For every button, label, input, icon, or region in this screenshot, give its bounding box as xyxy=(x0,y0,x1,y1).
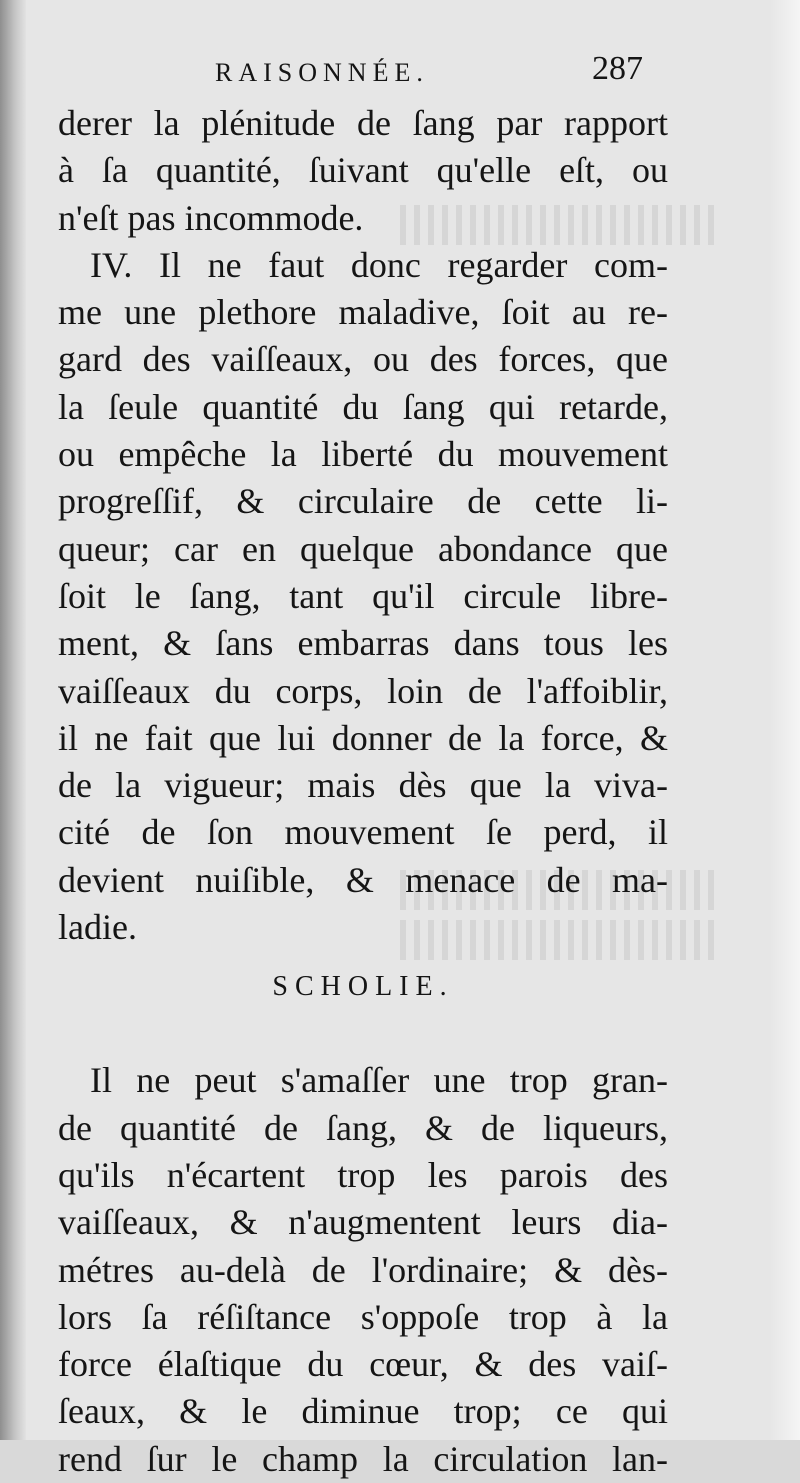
text-line: derer la plénitude de ſang par rapport xyxy=(58,103,668,143)
text-line: lors ſa réſiſtance s'oppoſe trop à la xyxy=(58,1296,668,1337)
text-line: IV. Il ne faut donc regarder com- xyxy=(90,244,668,285)
text-line: il ne fait que lui donner de la force, & xyxy=(58,717,668,758)
text-line: cité de ſon mouvement ſe perd, il xyxy=(58,812,668,853)
text-line: n'eſt pas incommode. xyxy=(58,197,364,238)
page-right-margin xyxy=(770,0,800,1440)
page-gutter-shadow xyxy=(0,0,26,1440)
section-heading: SCHOLIE. xyxy=(272,971,454,1003)
text-line: rend ſur le champ la circulation lan- xyxy=(58,1438,668,1479)
text-line: ment, & ſans embarras dans tous les xyxy=(58,623,668,664)
text-line: queur; car en quelque abondance que xyxy=(58,528,668,569)
paragraph-continuation xyxy=(58,100,668,242)
text-line: vaiſſeaux, & n'augmentent leurs dia- xyxy=(58,1202,668,1243)
text-line: ſoit le ſang, tant qu'il circule libre- xyxy=(58,575,668,616)
text-line: ladie. xyxy=(58,907,137,948)
text-line: force élaſtique du cœur, & des vaiſ- xyxy=(58,1344,668,1385)
text-line: de la vigueur; mais dès que la viva- xyxy=(58,765,668,806)
text-line: métres au-delà de l'ordinaire; & dès- xyxy=(58,1249,668,1290)
text-line: Il ne peut s'amaſſer une trop gran- xyxy=(90,1060,668,1101)
paragraph-iv xyxy=(58,242,668,951)
text-line: ou empêche la liberté du mouvement xyxy=(58,434,668,475)
text-line: devient nuiſible, & menace de ma- xyxy=(58,859,668,900)
paragraph-scholie xyxy=(58,1057,668,1483)
text-line: progreſſif, & circulaire de cette li- xyxy=(58,481,668,522)
page-text xyxy=(58,100,668,1483)
text-line: me une plethore maladive, ſoit au re- xyxy=(58,292,668,333)
text-line: à ſa quantité, ſuivant qu'elle eſt, ou xyxy=(58,150,668,191)
page-number: 287 xyxy=(592,50,643,87)
running-head: RAISONNÉE. xyxy=(215,58,429,87)
text-line: vaiſſeaux du corps, loin de l'affoiblir, xyxy=(58,670,668,711)
text-line: qu'ils n'écartent trop les parois des xyxy=(58,1154,668,1195)
text-line: la ſeule quantité du ſang qui retarde, xyxy=(58,386,668,427)
text-line: ſeaux, & le diminue trop; ce qui xyxy=(58,1391,668,1432)
text-line: de quantité de ſang, & de liqueurs, xyxy=(58,1107,668,1148)
text-line: gard des vaiſſeaux, ou des forces, que xyxy=(58,339,668,380)
